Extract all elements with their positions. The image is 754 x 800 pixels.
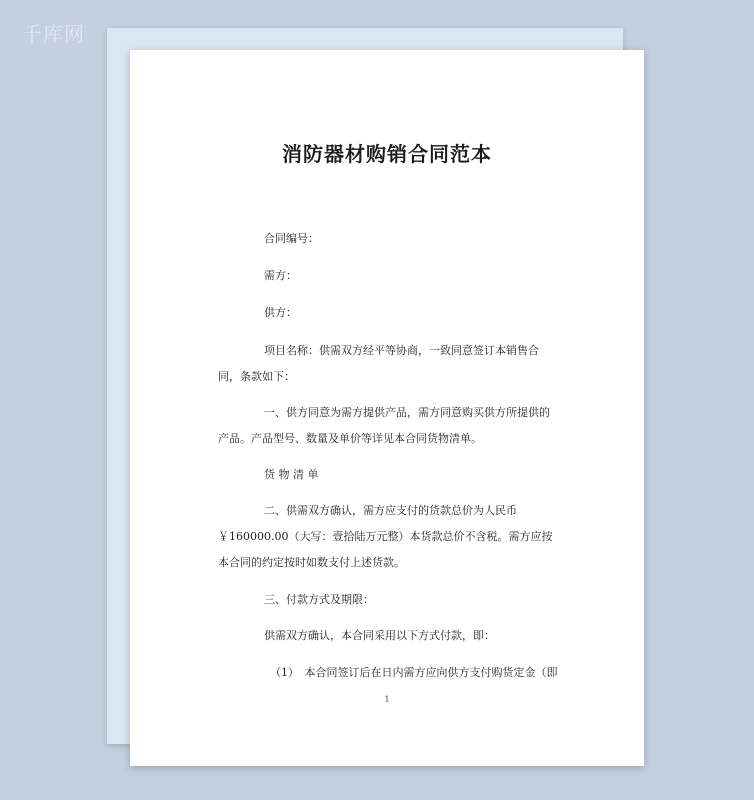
watermark-logo: 千库网 <box>22 22 85 46</box>
project-paragraph: 项目名称：供需双方经平等协商，一致同意签订本销售合同，条款如下： <box>218 344 539 383</box>
clause-3-heading: 三、付款方式及期限： <box>264 593 374 606</box>
document-title: 消防器材购销合同范本 <box>282 142 492 166</box>
document-page <box>130 50 644 766</box>
buyer-field: 需方： <box>264 269 297 282</box>
supplier-field: 供方： <box>264 306 297 319</box>
page-number: 1 <box>384 695 390 704</box>
clause-1-paragraph: 一、供方同意为需方提供产品，需方同意购买供方所提供的产品。产品型号、数量及单价等详见本合同货物清单。 <box>218 406 550 445</box>
goods-list-heading: 货 物 清 单 <box>264 468 319 481</box>
payment-intro-paragraph: 供需双方确认，本合同采用以下方式付款，即： <box>264 629 495 642</box>
payment-item-1: （1） 本合同签订后在日内需方应向供方支付购货定金（即 <box>270 666 558 679</box>
clause-2-paragraph: 二、供需双方确认，需方应支付的货款总价为人民币￥160000.00（大写：壹拾陆万元整）本货款总价不含税。需方应按本合同的约定按时如数支付上述货款。 <box>218 504 553 569</box>
contract-number-field: 合同编号： <box>264 232 319 245</box>
